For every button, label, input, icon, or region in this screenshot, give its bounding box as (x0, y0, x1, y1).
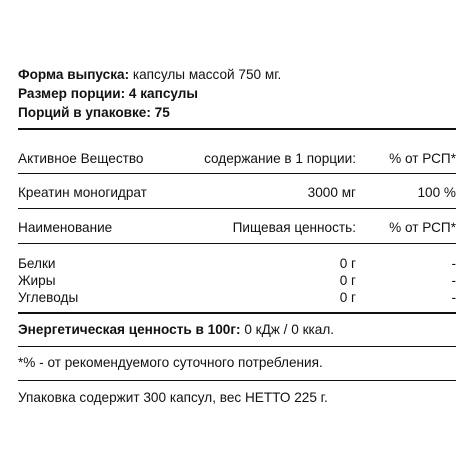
table-row (18, 255, 456, 272)
active-header-content: содержание в 1 порции: (204, 151, 356, 166)
package-info: Упаковка содержит 300 капсул, вес НЕТТО 225 г. (18, 390, 328, 405)
divider (18, 243, 456, 244)
active-substance-amount: 3000 мг (307, 185, 356, 200)
nutrient-value: 0 г (339, 256, 356, 271)
nutrient-value: 0 г (339, 290, 356, 305)
servings-per-pack-line: Порций в упаковке: 75 (18, 105, 170, 120)
divider (18, 380, 456, 381)
release-form-label: Форма выпуска: (18, 67, 130, 82)
footnote: *% - от рекомендуемого суточного потребления. (18, 355, 323, 370)
active-substance-name: Креатин моногидрат (18, 185, 147, 200)
nutrient-name: Углеводы (18, 290, 79, 305)
divider (18, 173, 456, 174)
nutrient-value: 0 г (339, 273, 356, 288)
nutrient-name: Жиры (18, 273, 56, 288)
table-row (18, 272, 456, 289)
nutrition-header-value: Пищевая ценность: (232, 220, 356, 235)
active-header-percent: % от РСП* (389, 151, 456, 166)
nutrition-header-name: Наименование (18, 220, 113, 235)
nutrient-name: Белки (18, 256, 56, 271)
nutrition-table-header (18, 219, 456, 236)
divider (18, 346, 456, 347)
serving-size-line: Размер порции: 4 капсулы (18, 86, 199, 101)
nutrition-header-percent: % от РСП* (389, 220, 456, 235)
active-substance-percent: 100 % (417, 185, 456, 200)
active-header-substance: Активное Вещество (18, 151, 144, 166)
nutrient-percent: - (451, 256, 456, 271)
release-form-line (18, 66, 281, 83)
table-row (18, 184, 456, 201)
divider (18, 208, 456, 209)
thick-divider (18, 312, 456, 314)
energy-value: 0 кДж / 0 ккал. (244, 322, 335, 337)
top-thick-divider (18, 128, 456, 130)
nutrient-percent: - (451, 290, 456, 305)
energy-line (18, 321, 334, 338)
table-row (18, 289, 456, 306)
energy-label: Энергетическая ценность в 100г: (18, 322, 241, 337)
active-table-header (18, 150, 456, 167)
nutrient-percent: - (451, 273, 456, 288)
release-form-value: капсулы массой 750 мг. (132, 67, 282, 82)
